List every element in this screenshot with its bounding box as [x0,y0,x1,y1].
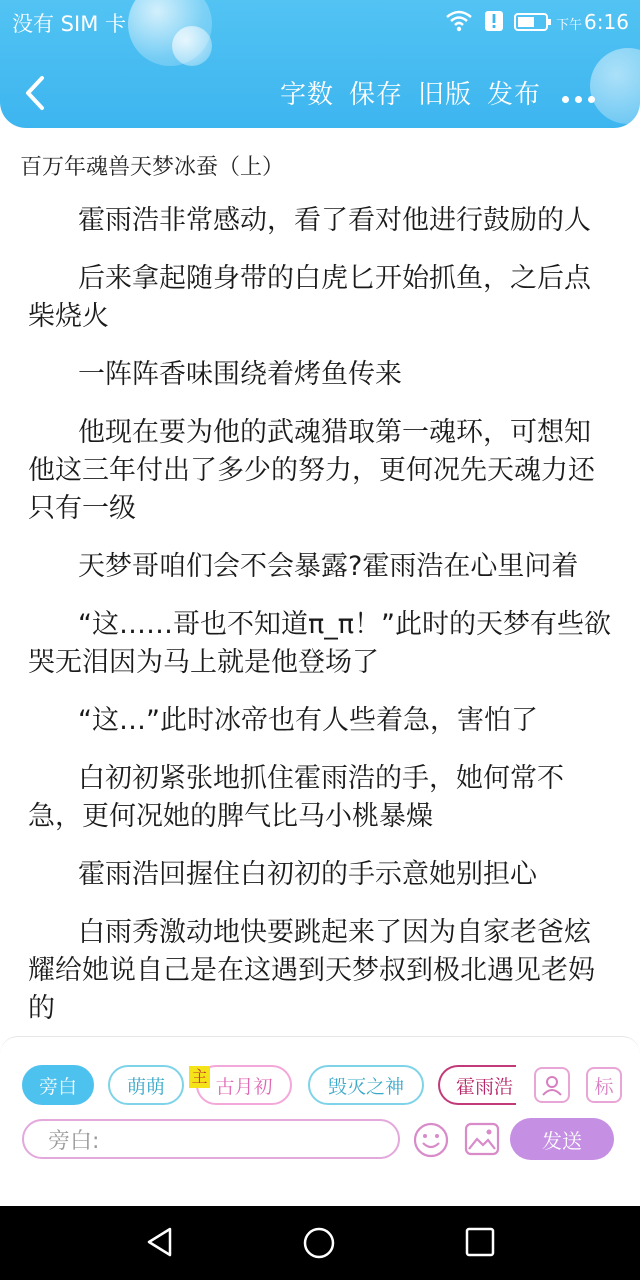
top-header [0,0,640,128]
clock [556,10,629,34]
emoji-icon[interactable] [412,1121,450,1163]
paragraph: “这……哥也不知道π_π！”此时的天梦有些欲哭无泪因为马上就是他登场了 [28,609,611,678]
character-chip-narrator[interactable]: 旁白 [22,1065,94,1105]
paragraph: 天梦哥咱们会不会暴露?霍雨浩在心里问着 [78,551,579,582]
tag-label: 标 [594,1075,614,1098]
character-chip[interactable]: 霍雨浩 [438,1065,516,1105]
dialogue-input[interactable] [22,1119,400,1159]
word-count-button[interactable]: 字数 [280,80,335,110]
save-button[interactable]: 保存 [349,80,404,110]
character-chip-main[interactable]: 古月初 [196,1065,292,1105]
compose-panel [0,1036,640,1206]
character-chip[interactable]: 萌萌 [108,1065,184,1105]
more-dots-icon[interactable] [562,88,601,107]
image-icon[interactable] [464,1121,500,1161]
main-character-tag: 主 [189,1066,210,1088]
publish-button[interactable]: 发布 [487,80,542,110]
paragraph: 一阵阵香味围绕着烤鱼传来 [78,359,402,390]
tag-button[interactable] [586,1067,622,1103]
input-placeholder: 旁白: [48,1128,100,1154]
carrier-text: 没有 SIM 卡 [12,12,126,36]
battery-icon [514,12,552,36]
paragraph: 霍雨浩非常感动，看了看对他进行鼓励的人 [78,205,591,236]
time-prefix: 下午 [556,18,583,33]
paragraph: 霍雨浩回握住白初初的手示意她别担心 [78,859,537,890]
person-icon[interactable] [534,1067,570,1103]
back-button[interactable] [18,72,54,114]
paragraph: 后来拿起随身带的白虎匕开始抓鱼，之后点柴烧火 [28,263,591,332]
alert-icon [484,10,504,37]
time-value: 6:16 [584,10,629,34]
nav-home-icon[interactable] [302,1226,336,1264]
paragraph: “这…”此时冰帝也有人些着急，害怕了 [78,705,538,736]
nav-recents-icon[interactable] [464,1226,496,1262]
system-nav-bar [0,1206,640,1280]
chevron-left-icon [18,72,54,114]
chapter-content [28,202,616,1048]
status-bar [0,0,640,44]
wifi-icon [446,10,472,37]
paragraph: 白初初紧张地抓住霍雨浩的手，她何常不急，更何况她的脾气比马小桃暴燥 [28,763,564,832]
character-chip[interactable]: 毁灭之神 [308,1065,424,1105]
paragraph: 白雨秀激动地快要跳起来了因为自家老爸炫耀给她说自己是在这遇到天梦叔到极北遇见老妈的 [28,917,595,1024]
nav-back-icon[interactable] [144,1226,176,1262]
chapter-title: 百万年魂兽天梦冰蚕（上） [20,155,285,180]
decor-bubble [590,48,640,124]
paragraph: 他现在要为他的武魂猎取第一魂环，可想知他这三年付出了多少的努力，更何况先天魂力还只有一级 [28,417,595,524]
send-button[interactable]: 发送 [510,1118,614,1160]
old-version-button[interactable]: 旧版 [418,80,473,110]
